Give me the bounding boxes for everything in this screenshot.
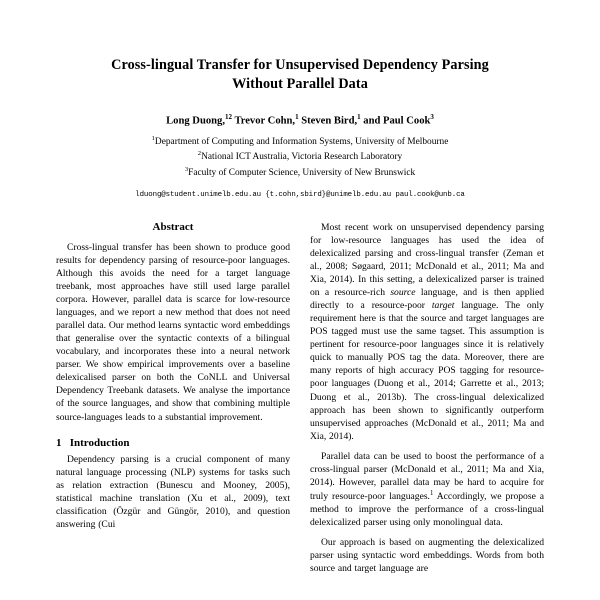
page-title [56,56,544,94]
section-heading-introduction [56,437,290,449]
affiliation-3: $^3$Faculty of Computer Science, University of New Brunswick [184,166,416,179]
affiliation-2: $^2$National ICT Australia, Victoria Research Laboratory [197,150,403,163]
right-paragraph-3: Our approach is based on augmenting the delexicalized parser using syntactic word embeddings. Words from both source and target language are [310,537,544,575]
title-line-1: Cross-lingual Transfer for Unsupervised Dependency Parsing [111,57,489,73]
author-list: Long Duong,$^{12}$ Trevor Cohn,$^1$ Steven Bird,$^1$ and Paul Cook$^3$ [166,113,434,127]
title-line-2: Without Parallel Data [232,76,368,93]
right-column [310,221,544,582]
right-paragraph-2: Parallel data can be used to boost the performance of a cross-lingual parser (McDonald et al., 2011; Ma and Xia, 2014). However, parallel data may be hard to acquire for truly resource-poor languages.$^1$ Accordingly, we propose a method to improve the performance of a cross-lingual delexicalized parser using only monolingual data. [310,450,545,529]
section-number: 1 [56,436,62,449]
abstract-text: Cross-lingual transfer has been shown to produce good results for dependency parsing of resource-poor languages. Although this avoids the need for a target language treebank, most approaches have still used large parallel corpora. However, parallel data is scarce for low-resource languages, and we report a new method that does not need parallel data. Our method learns syntactic word embeddings that generalise over the syntactic contexts of a bilingual vocabulary, and incorporates these into a neural network parser. We show empirical improvements over a baseline delexicalised parser on both the CoNLL and Universal Dependency Treebank datasets. We analyse the importance of the source languages, and show that combining multiple source-languages leads to a substantial improvement. [56,241,290,423]
left-column [56,221,290,582]
affiliation-1: $^1$Department of Computing and Information Systems, University of Melbourne [151,134,449,147]
author-emails: lduong@student.unimelb.edu.au {t.cohn,sbird}@unimelb.edu.au paul.cook@unb.ca [135,190,465,199]
two-column-body [56,221,544,582]
abstract-heading: Abstract [152,220,194,233]
right-paragraph-1: Most recent work on unsupervised dependency parsing for low-resource languages has used the idea of delexicalized parsing and cross-lingual transfer (Zeman et al., 2008; Søgaard, 2011; McDonald et al., 2011; Ma and Xia, 2014). In this setting, a delexicalized parser is trained on a resource-rich source language, and is then applied directly to a resource-poor target language. The only requirement here is that the source and target languages are POS tagged must use the same tagset. This assumption is pertinent for resource-poor languages since it is relatively quick to manually POS tag the data. Moreover, there are many reports of high accuracy POS tagging for resource-poor languages (Duong et al., 2014; Garrette et al., 2013; Duong et al., 2013b). The cross-lingual delexicalized approach has been shown to significantly outperform unsupervised approaches (McDonald et al., 2011; Ma and Xia, 2014). [310,221,544,442]
section-title: Introduction [69,436,130,449]
intro-paragraph-1: Dependency parsing is a crucial component of many natural language processing (NLP) systems for tasks such as relation extraction (Bunescu and Mooney, 2005), statistical machine translation (Xu et al., 2009), text classification (Özgür and Güngör, 2010), and question answering (Cui [56,453,290,530]
affiliations [56,134,544,181]
